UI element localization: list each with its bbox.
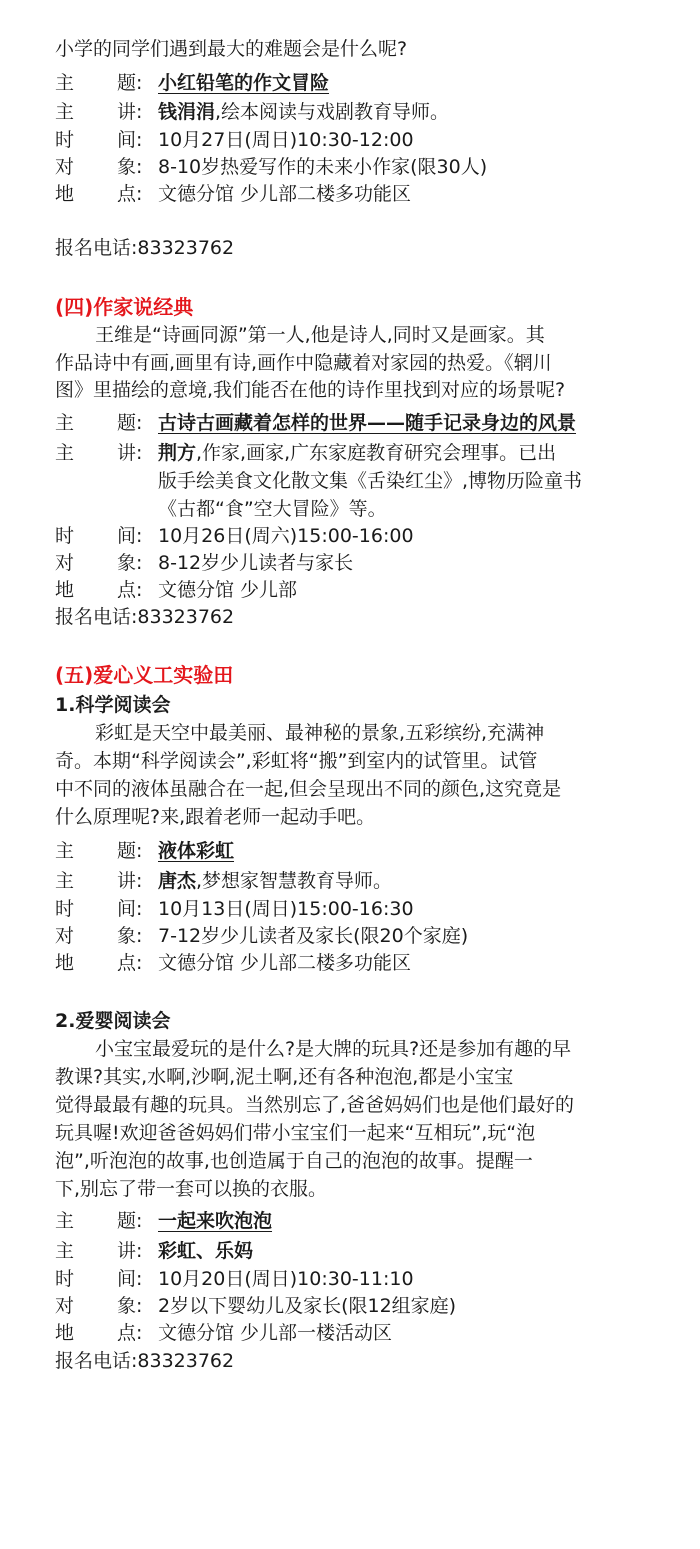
- time-row: 时 间: 10月13日(周日)15:00-16:30: [55, 898, 414, 920]
- speaker-bio-line: 《古都“食”空大冒险》等。: [158, 498, 387, 520]
- paragraph-line: 作品诗中有画,画里有诗,画作中隐藏着对家园的热爱。《辋川: [55, 352, 552, 374]
- section-heading: (四)作家说经典: [55, 295, 194, 319]
- subsection-title: 2.爱婴阅读会: [55, 1010, 171, 1032]
- phone-line: 报名电话:83323762: [55, 1350, 235, 1372]
- phone-line: 报名电话:83323762: [55, 237, 235, 259]
- topic-title: 液体彩虹: [158, 840, 235, 862]
- time-row: 时 间: 10月26日(周六)15:00-16:00: [55, 525, 414, 547]
- topic-row: 主 题: 小红铅笔的作文冒险: [55, 72, 330, 94]
- paragraph-line: 玩具喔!欢迎爸爸妈妈们带小宝宝们一起来“互相玩”,玩“泡: [55, 1122, 536, 1144]
- topic-title: 古诗古画藏着怎样的世界——随手记录身边的风景: [158, 412, 577, 434]
- paragraph-line: 中不同的液体虽融合在一起,但会呈现出不同的颜色,这究竟是: [55, 778, 562, 800]
- time-row: 时 间: 10月27日(周日)10:30-12:00: [55, 129, 414, 151]
- place-row: 地 点: 文德分馆 少儿部: [55, 579, 298, 601]
- speaker-row: 主 讲: 唐杰,梦想家智慧教育导师。: [55, 870, 393, 892]
- paragraph-line: 教课?其实,水啊,沙啊,泥土啊,还有各种泡泡,都是小宝宝: [55, 1066, 514, 1088]
- speaker-row: 主 讲: 钱涓涓,绘本阅读与戏剧教育导师。: [55, 101, 450, 123]
- speaker-row: 主 讲: 彩虹、乐妈: [55, 1240, 254, 1262]
- speaker-name: 彩虹、乐妈: [158, 1240, 254, 1262]
- place-row: 地 点: 文德分馆 少儿部一楼活动区: [55, 1322, 393, 1344]
- audience-row: 对 象: 2岁以下婴幼儿及家长(限12组家庭): [55, 1295, 457, 1317]
- subsection-title: 1.科学阅读会: [55, 694, 171, 716]
- paragraph-line: 泡”,听泡泡的故事,也创造属于自己的泡泡的故事。提醒一: [55, 1150, 533, 1172]
- speaker-name: 唐杰: [158, 870, 197, 892]
- audience-row: 对 象: 7-12岁少儿读者及家长(限20个家庭): [55, 925, 469, 947]
- audience-row: 对 象: 8-10岁热爱写作的未来小作家(限30人): [55, 156, 488, 178]
- topic-row: 主 题: 一起来吹泡泡: [55, 1210, 273, 1232]
- paragraph-line: 彩虹是天空中最美丽、最神秘的景象,五彩缤纷,充满神: [95, 722, 545, 744]
- speaker-bio-line: 版手绘美食文化散文集《舌染红尘》,博物历险童书: [158, 470, 583, 492]
- place-row: 地 点: 文德分馆 少儿部二楼多功能区: [55, 952, 412, 974]
- topic-row: 主 题: 液体彩虹: [55, 840, 235, 862]
- place-row: 地 点: 文德分馆 少儿部二楼多功能区: [55, 183, 412, 205]
- time-row: 时 间: 10月20日(周日)10:30-11:10: [55, 1268, 414, 1290]
- paragraph-line: 小宝宝最爱玩的是什么?是大牌的玩具?还是参加有趣的早: [95, 1038, 572, 1060]
- phone-line: 报名电话:83323762: [55, 606, 235, 628]
- speaker-name: 荆方: [158, 442, 197, 464]
- paragraph-line: 觉得最最有趣的玩具。当然别忘了,爸爸妈妈们也是他们最好的: [55, 1094, 575, 1116]
- topic-row: 主 题: 古诗古画藏着怎样的世界——随手记录身边的风景: [55, 412, 577, 434]
- speaker-row: 主 讲: 荆方,作家,画家,广东家庭教育研究会理事。已出: [55, 442, 557, 464]
- paragraph-line: 奇。本期“科学阅读会”,彩虹将“搬”到室内的试管里。试管: [55, 750, 538, 772]
- speaker-name: 钱涓涓: [158, 101, 216, 123]
- paragraph-line: 王维是“诗画同源”第一人,他是诗人,同时又是画家。其: [95, 324, 545, 346]
- paragraph-line: 什么原理呢?来,跟着老师一起动手吧。: [55, 806, 376, 828]
- topic-title: 一起来吹泡泡: [158, 1210, 273, 1232]
- paragraph-line: 下,别忘了带一套可以换的衣服。: [55, 1178, 328, 1200]
- paragraph-line: 图》里描绘的意境,我们能否在他的诗作里找到对应的场景呢?: [55, 379, 566, 401]
- section-heading: (五)爱心义工实验田: [55, 663, 234, 687]
- audience-row: 对 象: 8-12岁少儿读者与家长: [55, 552, 354, 574]
- intro-question: 小学的同学们遇到最大的难题会是什么呢?: [55, 38, 408, 60]
- topic-title: 小红铅笔的作文冒险: [158, 72, 330, 94]
